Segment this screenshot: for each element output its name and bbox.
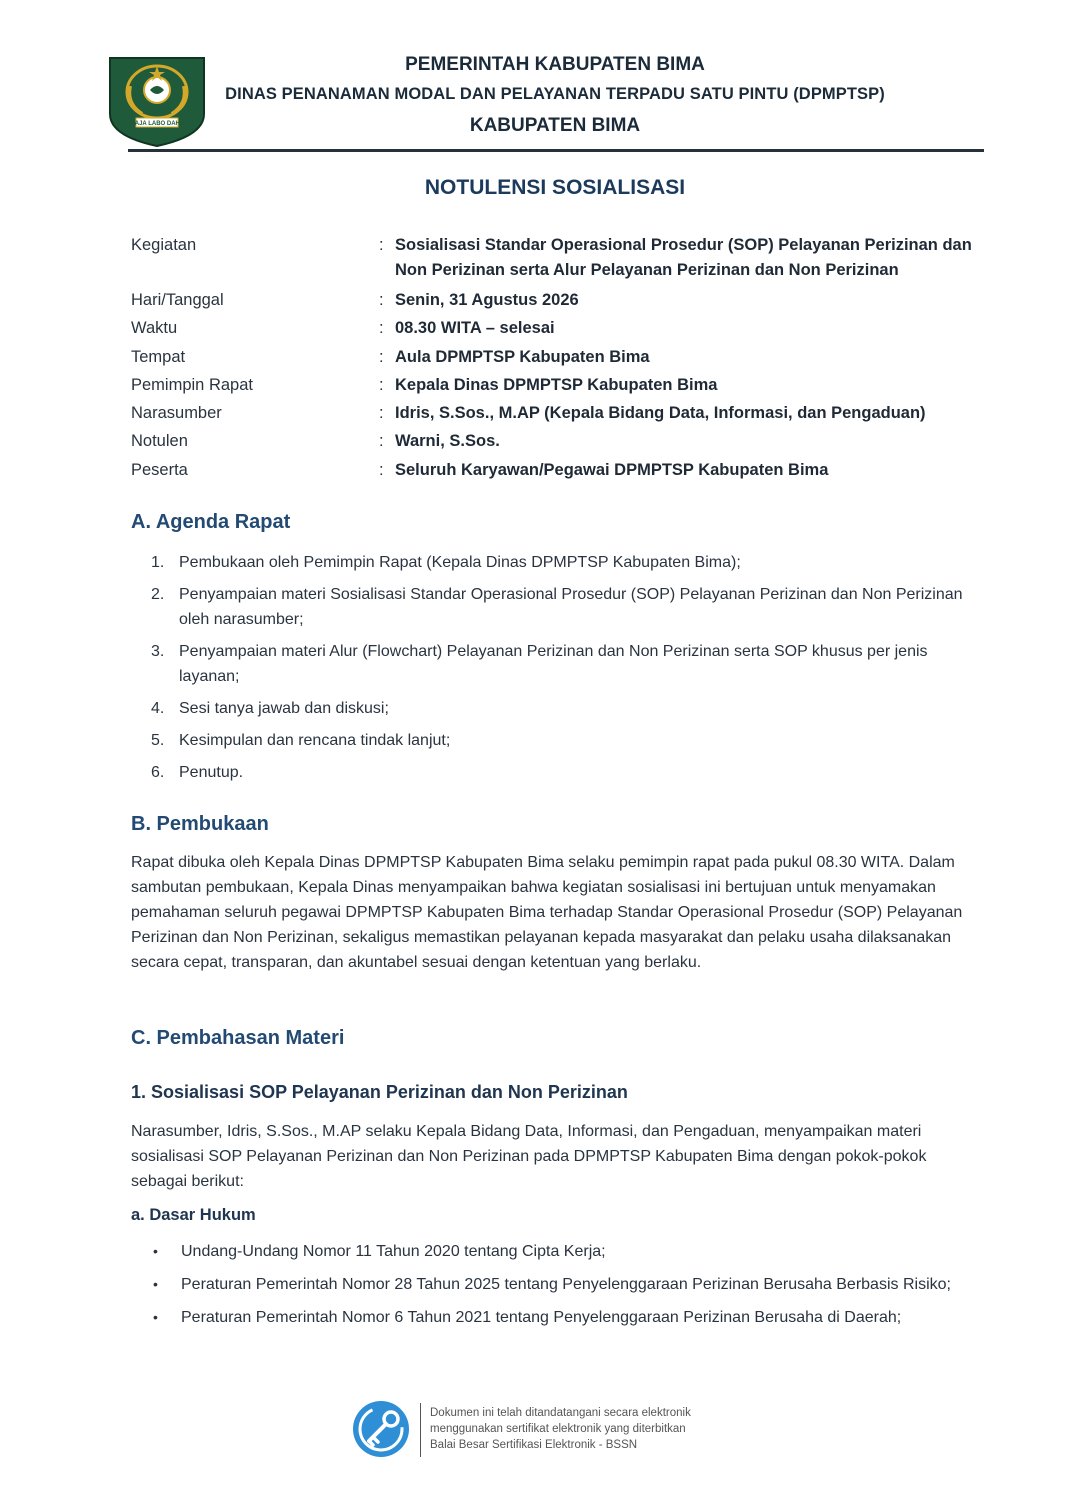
info-row-notulen <box>131 429 1001 457</box>
e-signature-line-2: menggunakan sertifikat elektronik yang diterbitkan <box>430 1423 686 1435</box>
info-label: Hari/Tanggal <box>131 291 224 309</box>
list-item <box>153 1305 973 1330</box>
info-label: Kegiatan <box>131 236 197 254</box>
agenda-item <box>151 728 991 753</box>
info-value: Kepala Dinas DPMPTSP Kabupaten Bima <box>395 375 718 394</box>
agenda-text: Penyampaian materi Alur (Flowchart) Pelayanan Perizinan dan Non Perizinan serta SOP khusus per jenis layanan; <box>179 643 928 685</box>
letterhead-divider <box>128 149 984 152</box>
agenda-text: Penutup. <box>179 764 244 781</box>
agenda-number: 2. <box>151 586 165 603</box>
bullet: • <box>153 1243 158 1259</box>
info-label: Pemimpin Rapat <box>131 375 253 394</box>
letterhead-regency: KABUPATEN BIMA <box>469 115 641 136</box>
bullet: • <box>153 1309 158 1325</box>
section-c-heading: C. Pembahasan Materi <box>131 1027 345 1049</box>
info-value: Sosialisasi Standar Operasional Prosedur (SOP) Pelayanan Perizinan dan Non Perizinan serta Alur Pelayanan Perizinan dan Non Perizinan <box>395 236 972 279</box>
agenda-number: 6. <box>151 764 165 781</box>
agenda-item <box>151 550 991 575</box>
info-colon: : <box>379 404 384 423</box>
info-row-narasumber <box>131 401 1001 429</box>
meeting-info-table <box>131 233 1001 486</box>
agenda-item <box>151 696 991 721</box>
agenda-item <box>151 582 991 632</box>
document-title: NOTULENSI SOSIALISASI <box>424 176 686 199</box>
info-colon: : <box>379 291 384 309</box>
regency-coat-of-arms-icon <box>108 56 206 148</box>
list-item-text: Peraturan Pemerintah Nomor 6 Tahun 2021 tentang Penyelenggaraan Perizinan Berusaha di Daerah; <box>181 1309 902 1326</box>
agenda-text: Pembukaan oleh Pemimpin Rapat (Kepala Dinas DPMPTSP Kabupaten Bima); <box>179 554 741 571</box>
info-row-waktu <box>131 316 1001 344</box>
agenda-number: 3. <box>151 643 165 660</box>
agenda-text: Kesimpulan dan rencana tindak lanjut; <box>179 732 451 749</box>
e-signature-line-1: Dokumen ini telah ditandatangani secara elektronik <box>430 1407 691 1419</box>
info-value: Warni, S.Sos. <box>395 432 500 451</box>
agenda-list <box>151 550 991 792</box>
e-signature-notice <box>430 1405 691 1453</box>
logo-motto: MAJA LABO DAHU <box>129 121 185 127</box>
letterhead-agency: DINAS PENANAMAN MODAL DAN PELAYANAN TERPADU SATU PINTU (DPMPTSP) <box>225 85 885 103</box>
info-value: 08.30 WITA – selesai <box>395 319 555 338</box>
list-item-text: Undang-Undang Nomor 11 Tahun 2020 tentang Cipta Kerja; <box>181 1243 606 1260</box>
info-label: Tempat <box>131 347 186 366</box>
list-item <box>153 1239 973 1264</box>
agenda-text: Sesi tanya jawab dan diskusi; <box>179 700 389 717</box>
agenda-item <box>151 639 991 689</box>
subsection-1-heading: 1. Sosialisasi SOP Pelayanan Perizinan dan Non Perizinan <box>131 1082 628 1102</box>
info-row-hari-tanggal <box>131 288 1001 316</box>
info-colon: : <box>379 375 384 394</box>
section-b-heading: B. Pembukaan <box>131 813 269 835</box>
info-label: Notulen <box>131 432 188 451</box>
info-row-pemimpin-rapat <box>131 373 1001 401</box>
agenda-number: 5. <box>151 732 165 749</box>
agenda-number: 1. <box>151 554 165 571</box>
legal-basis-list <box>153 1239 973 1338</box>
e-signature-line-3: Balai Besar Sertifikasi Elektronik - BSSN <box>430 1439 638 1451</box>
info-value: Seluruh Karyawan/Pegawai DPMPTSP Kabupaten Bima <box>395 460 829 479</box>
agenda-number: 4. <box>151 700 165 717</box>
info-colon: : <box>379 319 384 338</box>
footer-divider <box>420 1403 421 1457</box>
info-label: Narasumber <box>131 404 222 423</box>
info-label: Peserta <box>131 460 188 479</box>
info-row-peserta <box>131 458 1001 486</box>
list-item-text: Peraturan Pemerintah Nomor 28 Tahun 2025 tentang Penyelenggaraan Perizinan Berusaha Berbasis Risiko; <box>181 1276 951 1293</box>
subsection-1-paragraph: Narasumber, Idris, S.Sos., M.AP selaku Kepala Bidang Data, Informasi, dan Pengaduan, menyampaikan materi sosialisasi SOP Pelayanan Perizinan dan Non Perizinan pada DPMPTSP Kabupaten Bima dengan pokok-pokok sebagai berikut: <box>131 1123 927 1190</box>
section-a-heading: A. Agenda Rapat <box>131 511 291 533</box>
agenda-item <box>151 760 991 785</box>
agenda-text: Penyampaian materi Sosialisasi Standar Operasional Prosedur (SOP) Pelayanan Perizinan dan Non Perizinan oleh narasumber; <box>179 586 963 628</box>
info-colon: : <box>379 347 384 366</box>
legal-basis-heading: a. Dasar Hukum <box>131 1206 256 1224</box>
list-item <box>153 1272 973 1297</box>
bsre-key-icon <box>351 1399 411 1459</box>
info-row-tempat <box>131 345 1001 373</box>
bullet: • <box>153 1276 158 1292</box>
info-colon: : <box>379 460 384 479</box>
info-colon: : <box>379 432 384 451</box>
info-value: Idris, S.Sos., M.AP (Kepala Bidang Data, Informasi, dan Pengaduan) <box>395 404 926 423</box>
opening-paragraph: Rapat dibuka oleh Kepala Dinas DPMPTSP Kabupaten Bima selaku pemimpin rapat pada pukul 08.30 WITA. Dalam sambutan pembukaan, Kepala Dinas menyampaikan bahwa kegiatan sosialisasi ini bertujuan untuk menyamakan pemahaman seluruh pegawai DPMPTSP Kabupaten Bima terhadap Standar Operasional Prosedur (SOP) Pelayanan Perizinan dan Non Perizinan, sekaligus memastikan pelayanan kepada masyarakat dan pelaku usaha dilaksanakan secara cepat, transparan, dan akuntabel sesuai dengan ketentuan yang berlaku. <box>131 854 963 971</box>
info-row-kegiatan <box>131 233 1001 288</box>
info-colon: : <box>379 236 384 254</box>
info-value: Senin, 31 Agustus 2026 <box>395 291 579 309</box>
letterhead-government: PEMERINTAH KABUPATEN BIMA <box>405 54 705 75</box>
info-label: Waktu <box>131 319 178 338</box>
info-value: Aula DPMPTSP Kabupaten Bima <box>395 347 650 366</box>
